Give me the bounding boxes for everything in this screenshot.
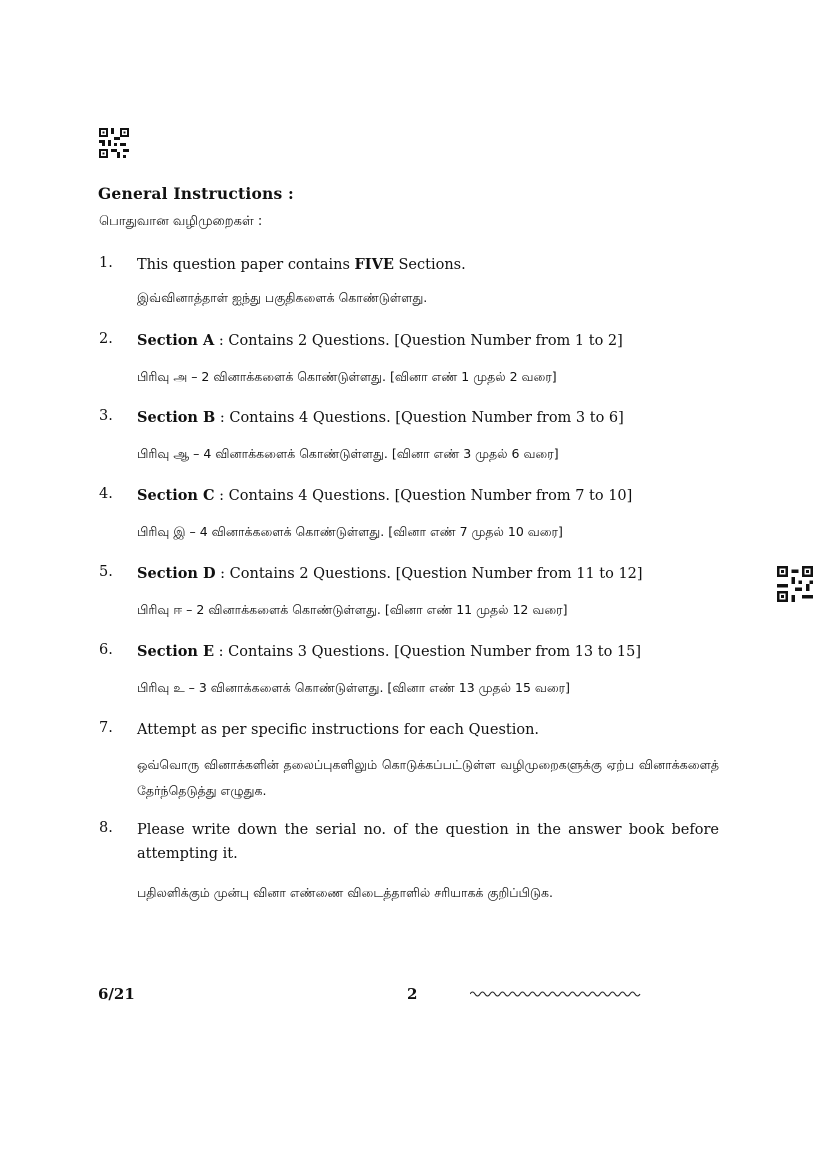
item-number: 3. <box>99 408 113 424</box>
item-english-text: Please write down the serial no. of the question in the answer book before attempting it. <box>137 822 719 862</box>
item-tamil-text: பதிலளிக்கும் முன்பு வினா எண்ணை விடைத்தாளில் சரியாகக் குறிப்பிடுக. <box>137 885 554 900</box>
item-tamil-text: பிரிவு உ – 3 வினாக்களைக் கொண்டுள்ளது. [வினா எண் 13 முதல் 15 வரை] <box>137 680 571 695</box>
item-number: 1. <box>99 255 113 271</box>
item-tamil-text: இவ்வினாத்தாள் ஐந்து பகுதிகளைக் கொண்டுள்ளது. <box>137 290 428 305</box>
item-number: 6. <box>99 642 113 658</box>
qr-code-icon <box>777 566 813 602</box>
item-tamil-text: பிரிவு அ – 2 வினாக்களைக் கொண்டுள்ளது. [வினா எண் 1 முதல் 2 வரை] <box>137 369 557 384</box>
general-instructions-heading: General Instructions : <box>98 184 294 203</box>
paper-code: 6/21 <box>98 985 135 1003</box>
item-number: 4. <box>99 486 113 502</box>
item-tamil-text: ஒவ்வொரு வினாக்களின் தலைப்புகளிலும் கொடுக்கப்பட்டுள்ள வழிமுறைகளுக்கு ஏற்ப வினாக்களைத் தேர்ந்தெடுத்து எழுதுக. <box>137 757 719 798</box>
item-number: 7. <box>99 720 113 736</box>
item-number: 2. <box>99 331 113 347</box>
item-tamil-text: பிரிவு ஈ – 2 வினாக்களைக் கொண்டுள்ளது. [வினா எண் 11 முதல் 12 வரை] <box>137 602 568 617</box>
item-english-text: Section B : Contains 4 Questions. [Question Number from 3 to 6] <box>137 409 624 426</box>
item-english-text: Attempt as per specific instructions for each Question. <box>137 722 540 738</box>
page-number: 2 <box>407 985 418 1003</box>
item-english-text: This question paper contains FIVE Sections. <box>137 256 466 273</box>
general-instructions-heading-tamil: பொதுவான வழிமுறைகள் : <box>99 214 263 229</box>
item-english-text: Section D : Contains 2 Questions. [Question Number from 11 to 12] <box>137 565 643 582</box>
wavy-line-decoration <box>470 987 645 1001</box>
item-english-text: Section C : Contains 4 Questions. [Question Number from 7 to 10] <box>137 487 633 504</box>
item-tamil-text: பிரிவு இ – 4 வினாக்களைக் கொண்டுள்ளது. [வினா எண் 7 முதல் 10 வரை] <box>137 524 563 539</box>
qr-code-icon <box>99 128 129 158</box>
item-number: 8. <box>99 820 113 836</box>
item-number: 5. <box>99 564 113 580</box>
item-english-text: Section E : Contains 3 Questions. [Question Number from 13 to 15] <box>137 643 642 660</box>
item-english-text: Section A : Contains 2 Questions. [Question Number from 1 to 2] <box>137 332 623 349</box>
item-tamil-text: பிரிவு ஆ – 4 வினாக்களைக் கொண்டுள்ளது. [வினா எண் 3 முதல் 6 வரை] <box>137 446 559 461</box>
